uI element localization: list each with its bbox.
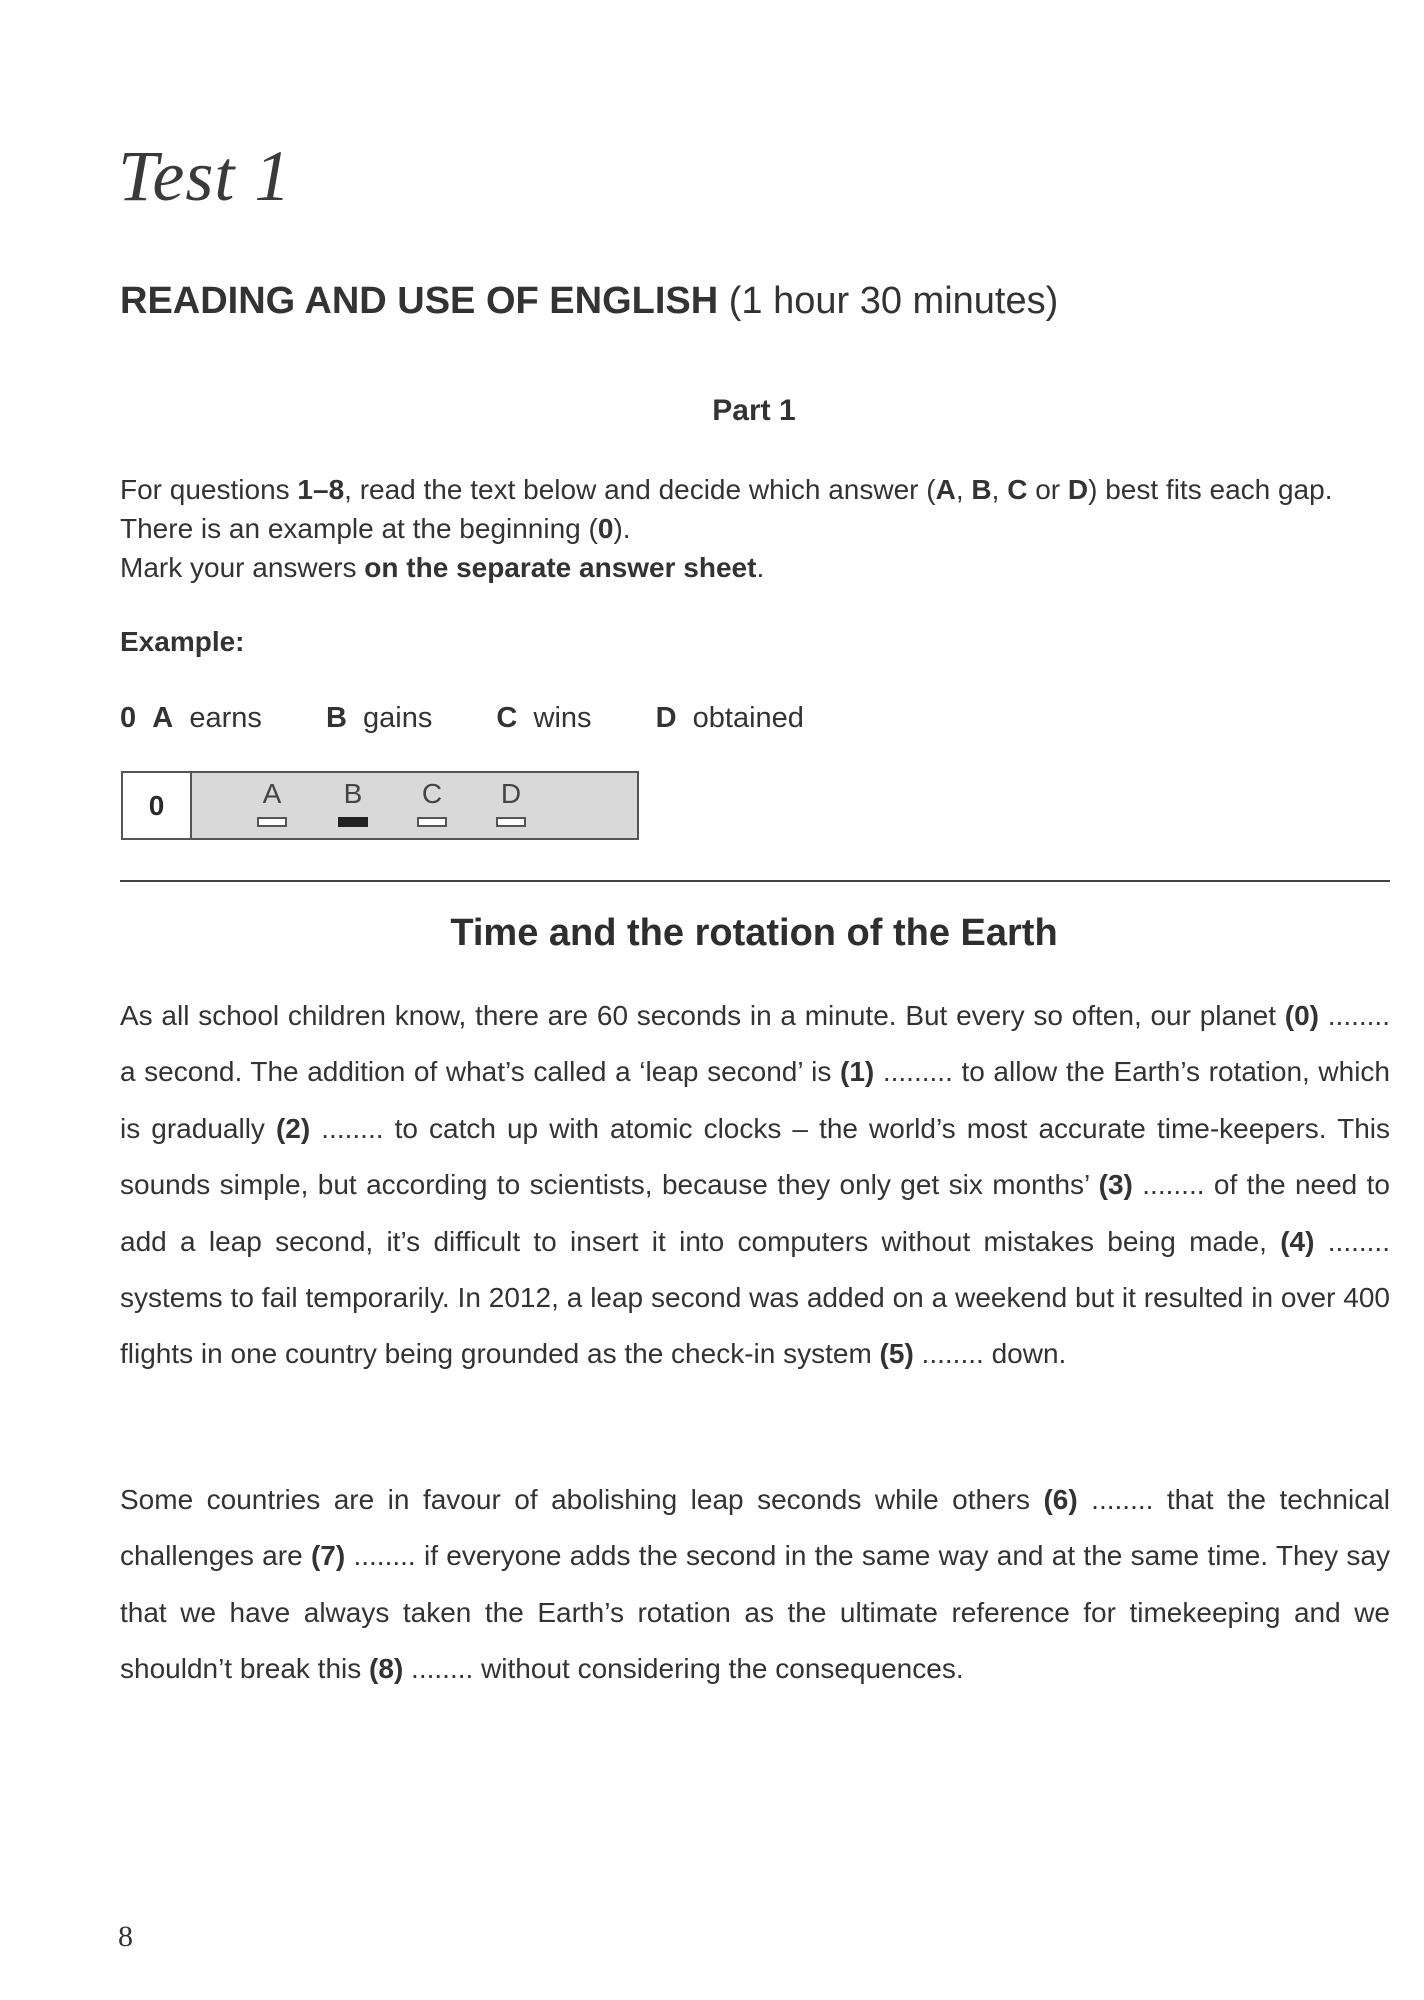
instruction-text: There is an example at the beginning ( xyxy=(120,513,598,544)
paragraph-text: ........ of the need to add a leap second, it’s difficult to insert it into computers without mistakes being made, xyxy=(120,1169,1391,1257)
paragraph-text: As all school children know, there are 60 seconds in a minute. But every so often, our planet xyxy=(120,1000,1285,1031)
instructions xyxy=(120,470,1390,587)
example-number: 0 xyxy=(120,702,137,734)
instruction-text: ). xyxy=(613,513,631,544)
gap-marker: (5) xyxy=(879,1338,914,1370)
answer-letter: C xyxy=(421,778,443,809)
paragraph-text: ........ that the technical challenges are xyxy=(120,1484,1390,1572)
section-duration: (1 hour 30 minutes) xyxy=(728,280,1059,322)
paragraph-text: ........ down. xyxy=(913,1338,1067,1370)
answer-cell-d xyxy=(481,777,541,827)
answer-mark-a xyxy=(257,817,287,827)
example-option-d xyxy=(656,702,804,735)
paragraph-text: ........ systems to fail temporarily. In 2012, a leap second was added on a weekend but it resulted in over 400 flights in one country being grounded as the check-in system xyxy=(120,1225,1390,1370)
answer-box-number: 0 xyxy=(123,773,192,838)
answer-letter: A xyxy=(262,778,282,809)
article-title: Time and the rotation of the Earth xyxy=(450,912,1058,954)
instruction-text: or xyxy=(1027,474,1068,505)
option-letter: B xyxy=(971,474,992,505)
option-word: obtained xyxy=(692,702,804,734)
answer-cell-c xyxy=(402,777,462,827)
section-divider xyxy=(120,880,1390,882)
answer-cell-a xyxy=(242,777,302,827)
instruction-line-2 xyxy=(120,509,1390,548)
paragraph-text: Some countries are in favour of abolishing leap seconds while others xyxy=(120,1484,1044,1515)
instruction-text: For questions xyxy=(120,474,298,505)
paragraph-text: ........ if everyone adds the second in the same way and at the same time. They say that we have always taken the Earth’s rotation as the ultimate reference for timekeeping and we shouldn’t break this xyxy=(120,1540,1390,1685)
paragraph-text: ......... to allow the Earth’s rotation, which is gradually xyxy=(120,1056,1391,1144)
answer-mark-d xyxy=(496,817,526,827)
gap-marker: (2) xyxy=(275,1112,311,1144)
example-option-c xyxy=(496,702,591,735)
instruction-text: , xyxy=(955,474,972,505)
instruction-emphasis: on the separate answer sheet xyxy=(364,552,757,583)
paragraph-text: ........ without considering the consequences. xyxy=(403,1653,964,1685)
paragraph-text: ........ a second. The addition of what’s called a ‘leap second’ is xyxy=(120,1000,1390,1088)
example-option-b xyxy=(326,702,432,735)
option-word: earns xyxy=(189,702,262,734)
option-word: wins xyxy=(533,702,592,734)
option-word: gains xyxy=(363,702,433,734)
article-paragraph-2 xyxy=(120,1472,1390,1698)
instruction-text: . xyxy=(756,552,765,583)
page-number: 8 xyxy=(118,1920,133,1953)
option-letter: C xyxy=(1007,474,1028,505)
option-letter: D xyxy=(1067,474,1089,505)
answer-mark-c xyxy=(417,817,447,827)
instruction-text: ) best fits each gap. xyxy=(1088,474,1333,505)
gap-marker: (6) xyxy=(1043,1484,1078,1515)
example-answer-box xyxy=(121,771,639,840)
option-letter: D xyxy=(655,702,677,734)
answer-box-letters xyxy=(192,773,637,838)
article-paragraph-1 xyxy=(120,988,1390,1383)
gap-marker: (3) xyxy=(1098,1169,1133,1201)
answer-cell-b xyxy=(323,777,383,827)
option-letter: C xyxy=(496,702,518,734)
example-label: Example: xyxy=(120,626,245,657)
answer-letter: B xyxy=(343,778,363,809)
instruction-line-1 xyxy=(120,470,1390,509)
answer-letter: D xyxy=(500,778,522,809)
instruction-text: , xyxy=(991,474,1008,505)
instruction-text: Mark your answers xyxy=(120,552,365,583)
paragraph-text: ........ to catch up with atomic clocks – the world’s most accurate time-keepers. This sounds simple, but according to scientists, because they only get six months’ xyxy=(120,1112,1391,1201)
answer-mark-b-filled xyxy=(338,817,368,827)
option-letter: A xyxy=(935,474,956,505)
question-range: 1–8 xyxy=(297,474,345,505)
option-letter: A xyxy=(152,702,174,734)
option-letter: B xyxy=(325,702,347,734)
gap-marker: (0) xyxy=(1284,1000,1319,1031)
example-option-a xyxy=(120,702,262,735)
instruction-line-3 xyxy=(120,548,1390,587)
part-title: Part 1 xyxy=(712,394,796,427)
example-options xyxy=(120,702,860,735)
section-title: READING AND USE OF ENGLISH xyxy=(120,280,719,322)
section-heading xyxy=(120,280,1058,323)
gap-marker: (7) xyxy=(310,1540,346,1572)
test-title: Test 1 xyxy=(118,136,292,216)
instruction-text: , read the text below and decide which answer ( xyxy=(344,474,936,505)
gap-marker: (1) xyxy=(840,1056,875,1088)
example-number: 0 xyxy=(597,513,614,544)
gap-marker: (8) xyxy=(369,1653,404,1685)
gap-marker: (4) xyxy=(1280,1225,1315,1257)
